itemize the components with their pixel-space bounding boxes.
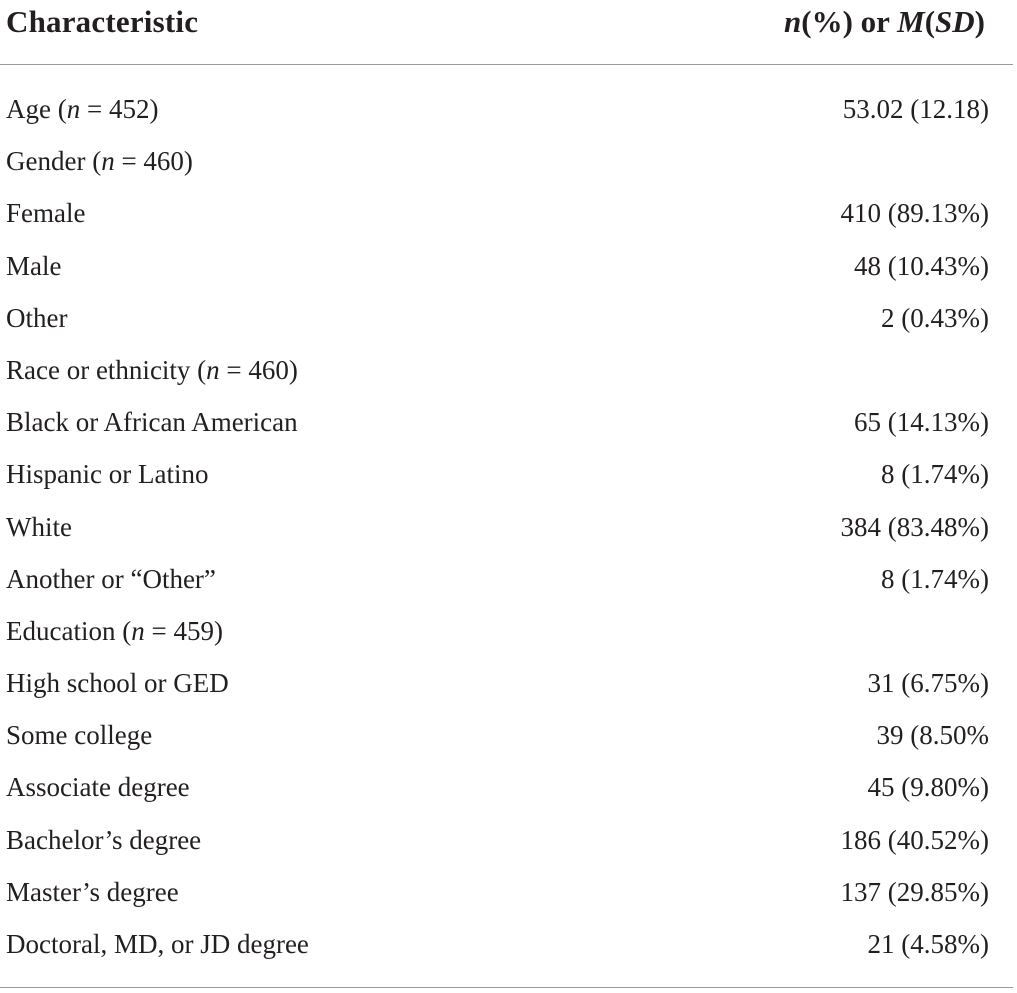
row-label-text: Some college [6, 720, 153, 751]
value-header-m: M [897, 4, 925, 39]
row-label-text: Bachelor’s degree [6, 824, 202, 855]
row-label [6, 448, 208, 500]
value-column-header [784, 2, 985, 42]
value-header-sd: SD [935, 4, 975, 39]
table-row [0, 553, 1013, 605]
table-row [0, 83, 1013, 135]
row-label-text: High school or GED [6, 668, 229, 699]
row-label-n: n [66, 94, 81, 124]
row-label-text: Male [6, 250, 62, 281]
row-label-text: Other [6, 302, 68, 333]
table-row [0, 240, 1013, 292]
row-value: 137 (29.85%) [840, 876, 989, 907]
row-label [6, 605, 223, 657]
value-header-pct-or: (%) or [801, 4, 898, 39]
row-label-text: White [6, 511, 72, 542]
table-row [0, 135, 1013, 187]
row-label-text: Age ( [6, 94, 67, 124]
row-label-text: Education ( [6, 615, 132, 646]
row-value: 53.02 (12.18) [842, 94, 989, 124]
row-label-count: = 452) [80, 94, 159, 124]
row-label [6, 187, 85, 239]
value-header-close-paren: ) [974, 4, 985, 39]
table-row [0, 292, 1013, 344]
row-value: 8 (1.74%) [881, 459, 989, 490]
row-value: 8 (1.74%) [881, 563, 989, 594]
row-value: 21 (4.58%) [867, 929, 989, 959]
row-value: 384 (83.48%) [840, 511, 989, 542]
table-row [0, 918, 1013, 970]
row-label-n: n [206, 354, 220, 385]
row-label-text: Hispanic or Latino [6, 459, 209, 490]
row-label-text: Black or African American [6, 407, 298, 438]
row-value: 2 (0.43%) [881, 302, 989, 333]
row-label [6, 396, 298, 448]
row-label [6, 918, 309, 970]
row-label [6, 709, 152, 761]
row-label [6, 292, 67, 344]
value-header-n: n [784, 4, 802, 39]
row-label [6, 240, 61, 292]
table-row [0, 501, 1013, 553]
table-row [0, 657, 1013, 709]
table-row [0, 814, 1013, 866]
row-value: 39 (8.50% [876, 720, 989, 751]
row-label-count: = 459) [144, 615, 223, 646]
table-body [0, 83, 1013, 970]
value-header-open-paren: ( [924, 4, 936, 39]
table-bottom-rule [0, 987, 1013, 988]
row-value: 31 (6.75%) [867, 668, 989, 699]
table-row [0, 396, 1013, 448]
table-row [0, 605, 1013, 657]
row-label-count: = 460) [114, 146, 193, 177]
table-header [0, 0, 1013, 64]
row-value: 410 (89.13%) [840, 198, 989, 229]
row-label-text: Race or ethnicity ( [6, 354, 207, 385]
row-label-n: n [101, 146, 115, 177]
row-label [6, 553, 216, 605]
row-label [6, 344, 298, 396]
row-label [6, 866, 179, 918]
header-divider [0, 64, 1013, 65]
row-value: 48 (10.43%) [854, 250, 989, 281]
row-value: 186 (40.52%) [840, 824, 989, 855]
row-label [6, 135, 193, 187]
table-row [0, 187, 1013, 239]
row-label-n: n [131, 615, 145, 646]
row-label-text: Doctoral, MD, or JD degree [6, 929, 309, 959]
row-label [6, 501, 72, 553]
row-value: 65 (14.13%) [854, 407, 989, 438]
row-label-text: Gender ( [6, 146, 102, 177]
table-row [0, 866, 1013, 918]
table-row [0, 709, 1013, 761]
characteristic-column-header: Characteristic [6, 4, 199, 39]
row-label [6, 814, 201, 866]
row-label-text: Associate degree [6, 772, 190, 803]
row-label-text: Another or “Other” [6, 563, 216, 594]
table-row [0, 761, 1013, 813]
row-value: 45 (9.80%) [867, 772, 989, 803]
row-label [6, 761, 190, 813]
row-label [6, 657, 229, 709]
table-row [0, 344, 1013, 396]
row-label-count: = 460) [219, 354, 298, 385]
table-row [0, 448, 1013, 500]
row-label [6, 83, 158, 135]
row-label-text: Master’s degree [6, 876, 179, 907]
row-label-text: Female [6, 198, 86, 229]
